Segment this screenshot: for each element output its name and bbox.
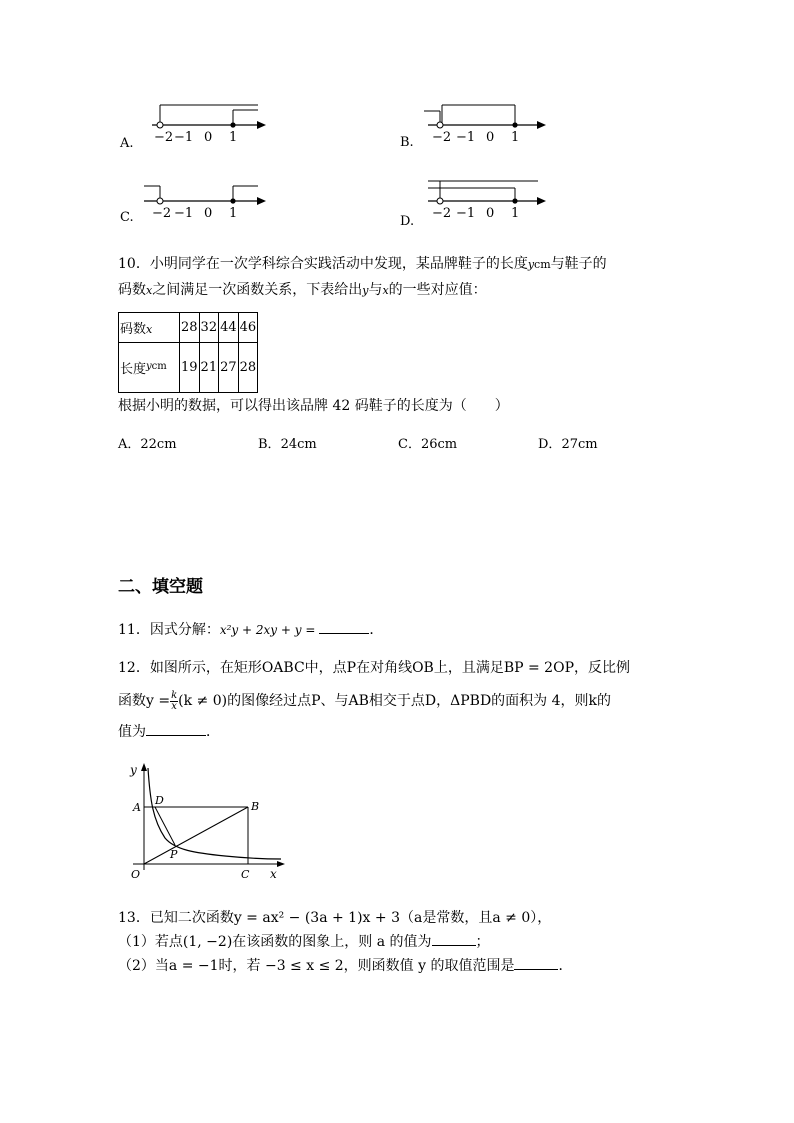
tick-label: 0 bbox=[204, 206, 213, 221]
point-label-d: D bbox=[155, 794, 164, 807]
q10-text: 码数 bbox=[118, 282, 146, 298]
q10-option-c[interactable]: C．26cm bbox=[398, 437, 458, 452]
tick-label: 1 bbox=[511, 130, 520, 145]
tick-label: −1 bbox=[174, 130, 194, 145]
table-cell: 21 bbox=[199, 343, 219, 393]
table-cell: 长度$^{ycm}$ bbox=[119, 343, 180, 393]
option-b-label: B. bbox=[400, 135, 414, 150]
table-cell: 44 bbox=[219, 313, 239, 343]
q10-text: 与鞋子的 bbox=[550, 256, 607, 272]
unit-cm: cm bbox=[534, 258, 551, 271]
q11-line bbox=[118, 620, 383, 640]
number-line-a-figure bbox=[140, 98, 280, 146]
q10-option-b[interactable]: B．24cm bbox=[258, 437, 317, 452]
option-a-label: A. bbox=[120, 136, 134, 151]
tick-label: −2 bbox=[152, 206, 172, 221]
point-label-b: B bbox=[251, 800, 260, 813]
q12-text: 值为 bbox=[118, 724, 146, 740]
tick-label: 0 bbox=[486, 206, 495, 221]
number-line-option-d[interactable] bbox=[420, 174, 560, 222]
q13-text: ． bbox=[558, 958, 573, 974]
tick-label: −1 bbox=[174, 206, 194, 221]
number-line-c-figure bbox=[140, 174, 280, 222]
section-title: 二、填空题 bbox=[118, 577, 203, 597]
number-line-d-figure bbox=[420, 174, 560, 222]
q13-line1: 13．已知二次函数y = ax² − (3a + 1)x + 3（a是常数，且a ≠ 0）， bbox=[118, 910, 552, 926]
q11-prefix: 11．因式分解： bbox=[118, 622, 220, 638]
tick-label: −2 bbox=[432, 130, 452, 145]
q12-line1: 12．如图所示，在矩形OABC中，点P在对角线OB上，且满足BP = 2OP，反比例 bbox=[118, 660, 630, 676]
q10-question: 根据小明的数据，可以得出该品牌 42 码鞋子的长度为（ ） bbox=[118, 398, 509, 414]
q12-text: (k ≠ 0)的图像经过点P、与AB相交于点D，ΔPBD的面积为 4，则k的 bbox=[178, 693, 612, 709]
point-label-c: C bbox=[241, 868, 250, 881]
q10-option-a[interactable]: A．22cm bbox=[118, 437, 177, 452]
tick-label: −1 bbox=[456, 206, 476, 221]
answer-blank[interactable] bbox=[514, 969, 558, 970]
table-cell: 32 bbox=[199, 313, 219, 343]
table-cell: 19 bbox=[180, 343, 200, 393]
q12-text: ． bbox=[206, 724, 220, 740]
table-cell: 46 bbox=[238, 313, 258, 343]
q11-suffix: ． bbox=[369, 622, 384, 638]
q13-line3 bbox=[118, 956, 572, 976]
tick-label: 1 bbox=[229, 130, 238, 145]
number-line-b-figure bbox=[420, 98, 560, 146]
table-cell: 28 bbox=[238, 343, 258, 393]
rectangle-hyperbola-figure bbox=[125, 760, 295, 886]
q13-text: （1）若点(1, −2)在该函数的图象上，则 a 的值为 bbox=[118, 934, 432, 950]
point-label-o: O bbox=[131, 868, 141, 881]
option-c-label: C. bbox=[120, 210, 134, 225]
tick-label: −1 bbox=[456, 130, 476, 145]
q13-line2 bbox=[118, 932, 490, 952]
q12-line2 bbox=[118, 688, 611, 714]
fraction-denominator: x bbox=[171, 700, 177, 712]
table-cell: 28 bbox=[180, 313, 200, 343]
var-y: y bbox=[527, 258, 535, 271]
number-line-option-a[interactable] bbox=[140, 98, 280, 146]
q12-text: 函数y = bbox=[118, 693, 171, 709]
answer-blank[interactable] bbox=[146, 735, 206, 736]
q10-text: 之间满足一次函数关系，下表给出 bbox=[152, 282, 363, 298]
q11-expression: x²y + 2xy + y = bbox=[219, 623, 316, 637]
shoe-data-table bbox=[118, 312, 258, 393]
q10-options bbox=[118, 435, 638, 455]
q10-text: 10．小明同学在一次学科综合实践活动中发现，某品牌鞋子的长度 bbox=[118, 256, 528, 272]
q10-line2 bbox=[118, 280, 487, 301]
table-cell: 码数x bbox=[119, 313, 180, 343]
q10-text: 的一些对应值： bbox=[388, 282, 487, 298]
table-row bbox=[119, 313, 258, 343]
fraction-k-over-x bbox=[170, 691, 178, 712]
var-y: y bbox=[362, 284, 369, 297]
q13-text: （2）当a = −1时，若 −3 ≤ x ≤ 2，则函数值 y 的取值范围是 bbox=[118, 958, 515, 974]
number-line-option-b[interactable] bbox=[420, 98, 560, 146]
q12-figure bbox=[125, 760, 295, 890]
var-x: x bbox=[146, 284, 153, 297]
q13-text: ； bbox=[475, 934, 490, 950]
q10-option-d[interactable]: D．27cm bbox=[538, 437, 598, 452]
tick-label: 1 bbox=[229, 206, 238, 221]
tick-label: 0 bbox=[486, 130, 495, 145]
y-axis-label: y bbox=[130, 763, 137, 777]
q10-line1 bbox=[118, 254, 607, 275]
option-d-label: D. bbox=[400, 214, 415, 229]
var-x: x bbox=[382, 284, 389, 297]
answer-blank[interactable] bbox=[432, 945, 476, 946]
table-row bbox=[119, 343, 258, 393]
tick-label: −2 bbox=[154, 130, 174, 145]
answer-blank[interactable] bbox=[319, 633, 369, 634]
q12-line3 bbox=[118, 722, 220, 742]
x-axis-label: x bbox=[270, 867, 277, 881]
fraction-numerator: k bbox=[171, 689, 178, 701]
tick-label: −2 bbox=[432, 206, 452, 221]
point-label-a: A bbox=[133, 801, 141, 814]
tick-label: 1 bbox=[511, 206, 520, 221]
q10-text: 与 bbox=[368, 282, 383, 298]
number-line-option-c[interactable] bbox=[140, 174, 280, 222]
table-cell: 27 bbox=[219, 343, 239, 393]
point-label-p: P bbox=[170, 848, 178, 861]
tick-label: 0 bbox=[204, 130, 213, 145]
